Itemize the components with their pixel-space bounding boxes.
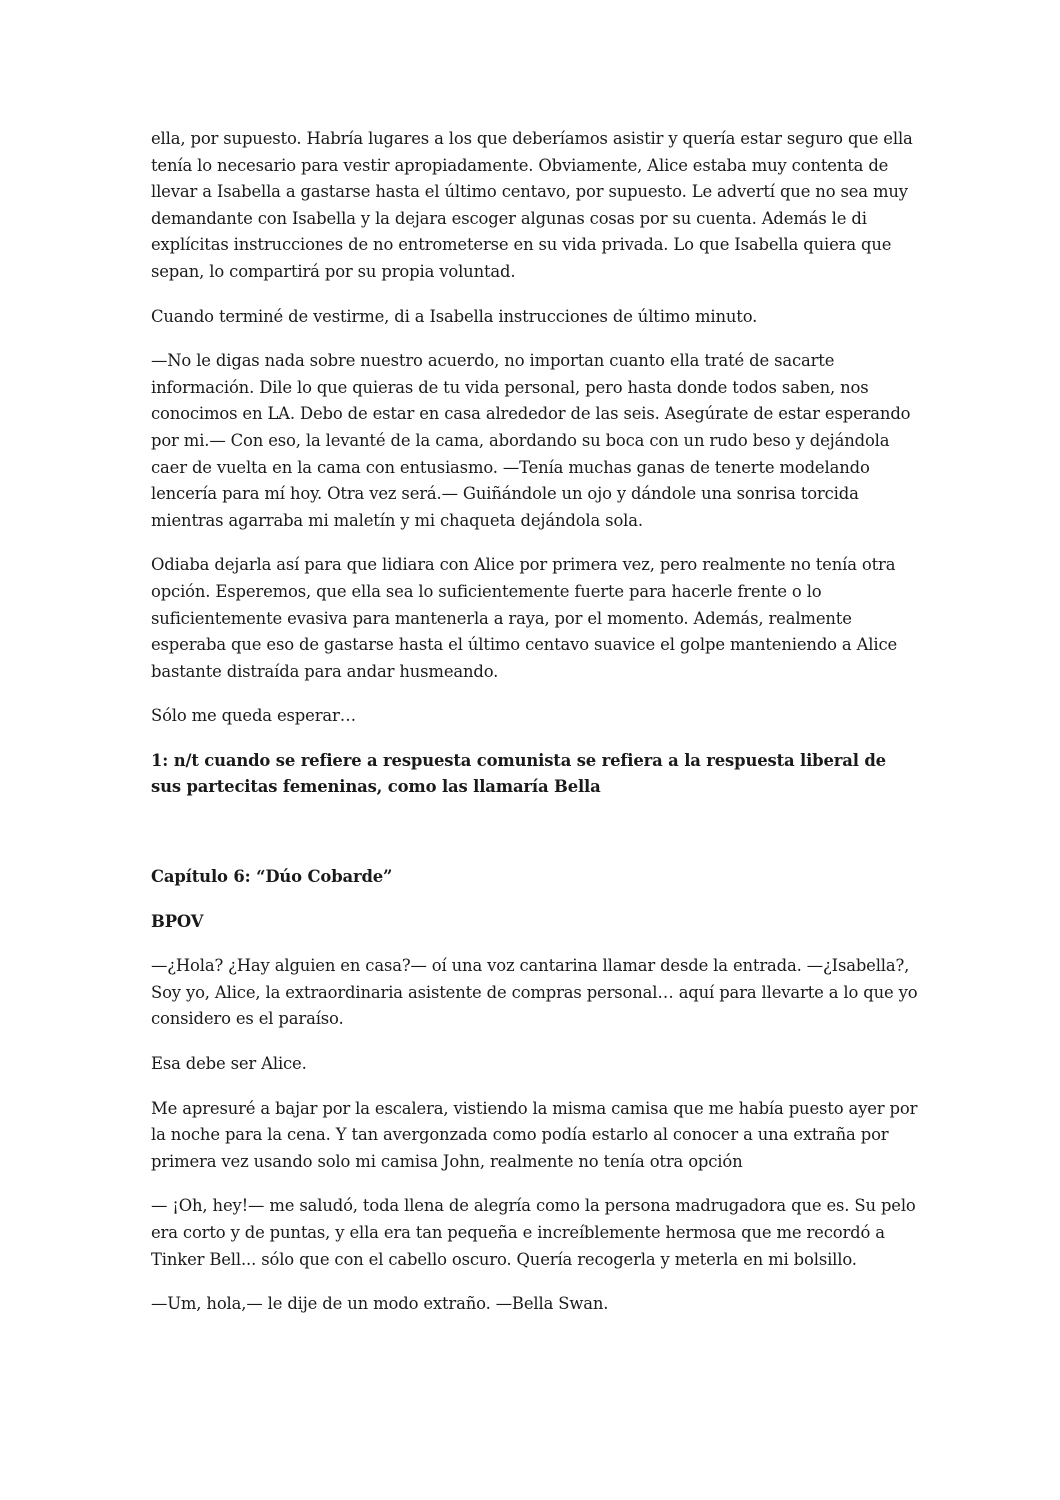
paragraph: —Um, hola,— le dije de un modo extraño. —Bella Swan. <box>151 1294 609 1314</box>
paragraph: Odiaba dejarla así para que lidiara con Alice por primera vez, pero realmente no tenía otra opción. Esperemos, que ella sea lo suficientemente fuerte para hacerle frente o lo suficientemente evasiva para mantenerla a raya, por el momento. Además, realmente esperaba que eso de gastarse hasta el último centavo suavice el golpe manteniendo a Alice bastante distraída para andar husmeando. <box>151 555 898 681</box>
paragraph: Cuando terminé de vestirme, di a Isabella instrucciones de último minuto. <box>151 306 758 326</box>
paragraph: —No le digas nada sobre nuestro acuerdo, no importan cuanto ella traté de sacarte información. Dile lo que quieras de tu vida personal, pero hasta donde todos saben, nos conocimos en LA. Debo de estar en casa alrededor de las seis. Asegúrate de estar esperando por mi.— Con eso, la levanté de la cama, abordando su boca con un rudo beso y dejándola caer de vuelta en la cama con entusiasmo. —Tenía muchas ganas de tenerte modelando lencería para mí hoy. Otra vez será.— Guiñándole un ojo y dándole una sonrisa torcida mientras agarraba mi maletín y mi chaqueta dejándola sola. <box>151 351 911 530</box>
section-spacer <box>151 819 921 864</box>
paragraph: Esa debe ser Alice. <box>151 1054 307 1074</box>
paragraph: —¿Hola? ¿Hay alguien en casa?— oí una voz cantarina llamar desde la entrada. —¿Isabella?, Soy yo, Alice, la extraordinaria asistente de compras personal… aquí para llevarte a lo que yo considero es el paraíso. <box>151 956 918 1029</box>
paragraph: — ¡Oh, hey!— me saludó, toda llena de alegría como la persona madrugadora que es. Su pelo era corto y de puntas, y ella era tan pequeña e increíblemente hermosa que me recordó a Tinker Bell... sólo que con el cabello oscuro. Quería recogerla y meterla en mi bolsillo. <box>151 1196 916 1269</box>
paragraph: Sólo me queda esperar… <box>151 706 356 726</box>
paragraph: Me apresuré a bajar por la escalera, vistiendo la misma camisa que me había puesto ayer por la noche para la cena. Y tan avergonzada como podía estarlo al conocer a una extraña por primera vez usando solo mi camisa John, realmente no tenía otra opción <box>151 1098 918 1171</box>
translator-note: 1: n/t cuando se refiere a respuesta comunista se refiera a la respuesta liberal de sus partecitas femeninas, como las llamaría Bella <box>151 750 886 797</box>
chapter-title: Capítulo 6: “Dúo Cobarde” <box>151 867 393 887</box>
document-page <box>151 126 921 1336</box>
chapter-pov: BPOV <box>151 911 204 931</box>
paragraph: ella, por supuesto. Habría lugares a los que deberíamos asistir y quería estar seguro que ella tenía lo necesario para vestir apropiadamente. Obviamente, Alice estaba muy contenta de llevar a Isabella a gastarse hasta el último centavo, por supuesto. Le advertí que no sea muy demandante con Isabella y la dejara escoger algunas cosas por su cuenta. Además le di explícitas instrucciones de no entrometerse en su vida privada. Lo que Isabella quiera que sepan, lo compartirá por su propia voluntad. <box>151 129 913 281</box>
